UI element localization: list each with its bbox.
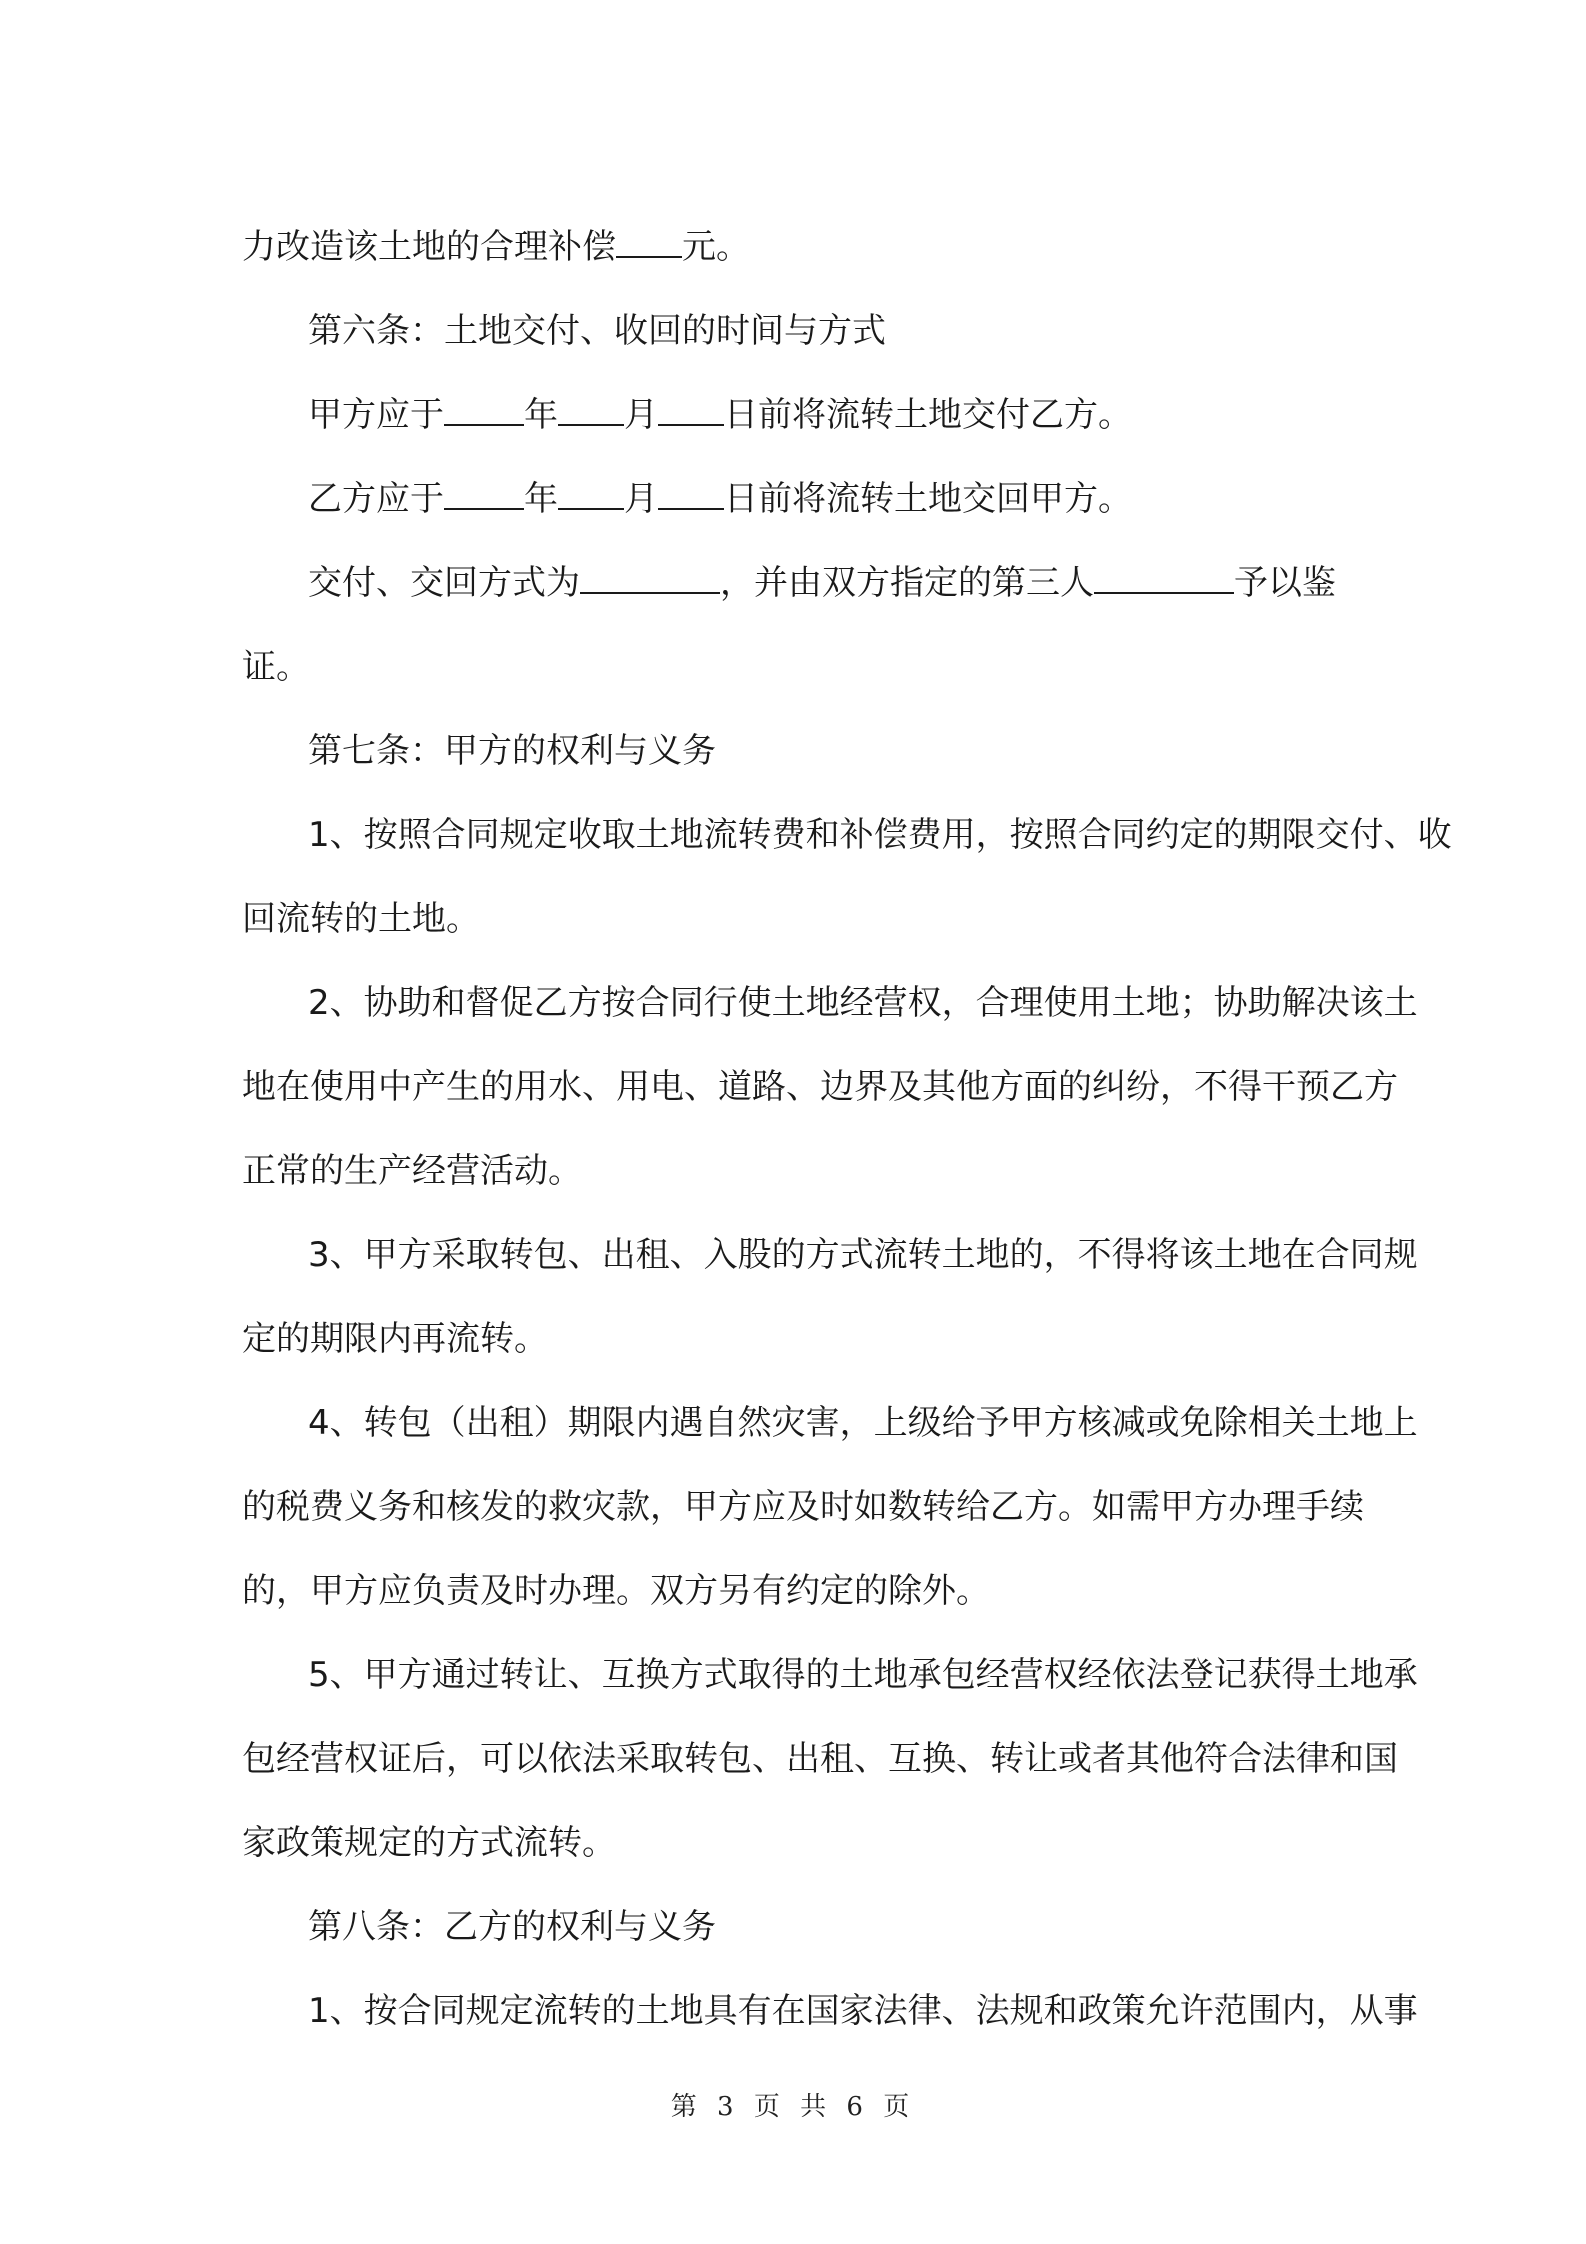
fill-in-blank [444,470,524,510]
text-line: 家政策规定的方式流转。 [242,1823,616,1863]
text-segment: 月 [624,479,658,519]
text-segment: 予以鉴 [1234,563,1336,603]
text-line [242,205,1362,289]
text-line [242,541,1362,625]
fill-in-blank [658,386,724,426]
text-line: 包经营权证后，可以依法采取转包、出租、互换、转让或者其他符合法律和国 [242,1739,1398,1779]
text-line: 的税费义务和核发的救灾款，甲方应及时如数转给乙方。如需甲方办理手续 [242,1487,1364,1527]
text-line [242,373,1362,457]
text-segment: 甲方应于 [308,395,444,435]
fill-in-blank [580,554,720,594]
text-segment: 交付、交回方式为 [308,563,580,603]
text-segment: 乙方应于 [308,479,444,519]
text-segment: 年 [524,479,558,519]
text-line: 地在使用中产生的用水、用电、道路、边界及其他方面的纠纷，不得干预乙方 [242,1067,1398,1107]
text-segment: 日前将流转土地交付乙方。 [724,395,1132,435]
text-line [242,457,1362,541]
text-segment: 元。 [682,227,750,267]
fill-in-blank [558,470,624,510]
text-segment: 力改造该土地的合理补偿 [242,227,616,267]
text-line: 证。 [242,647,310,687]
text-line: 定的期限内再流转。 [242,1319,548,1359]
text-segment: 日前将流转土地交回甲方。 [724,479,1132,519]
fill-in-blank [1094,554,1234,594]
fill-in-blank [658,470,724,510]
text-line: 5、甲方通过转让、互换方式取得的土地承包经营权经依法登记获得土地承 [308,1655,1418,1695]
article-heading: 第八条：乙方的权利与义务 [308,1907,716,1947]
text-line: 4、转包（出租）期限内遇自然灾害，上级给予甲方核减或免除相关土地上 [308,1403,1418,1443]
fill-in-blank [444,386,524,426]
text-line: 回流转的土地。 [242,899,480,939]
article-heading: 第六条：土地交付、收回的时间与方式 [308,311,886,351]
text-line: 1、按照合同规定收取土地流转费和补偿费用，按照合同约定的期限交付、收 [308,815,1452,855]
text-line: 1、按合同规定流转的土地具有在国家法律、法规和政策允许范围内，从事 [308,1991,1418,2031]
fill-in-blank [616,218,682,258]
text-segment: 月 [624,395,658,435]
contract-body [242,205,1452,2053]
text-line: 3、甲方采取转包、出租、入股的方式流转土地的，不得将该土地在合同规 [308,1235,1418,1275]
page-number-footer: 第 3 页 共 6 页 [670,2092,916,2122]
article-heading: 第七条：甲方的权利与义务 [308,731,716,771]
text-line: 正常的生产经营活动。 [242,1151,582,1191]
text-line: 2、协助和督促乙方按合同行使土地经营权，合理使用土地；协助解决该土 [308,983,1418,1023]
text-segment: ，并由双方指定的第三人 [720,563,1094,603]
fill-in-blank [558,386,624,426]
text-line: 的，甲方应负责及时办理。双方另有约定的除外。 [242,1571,990,1611]
text-segment: 年 [524,395,558,435]
